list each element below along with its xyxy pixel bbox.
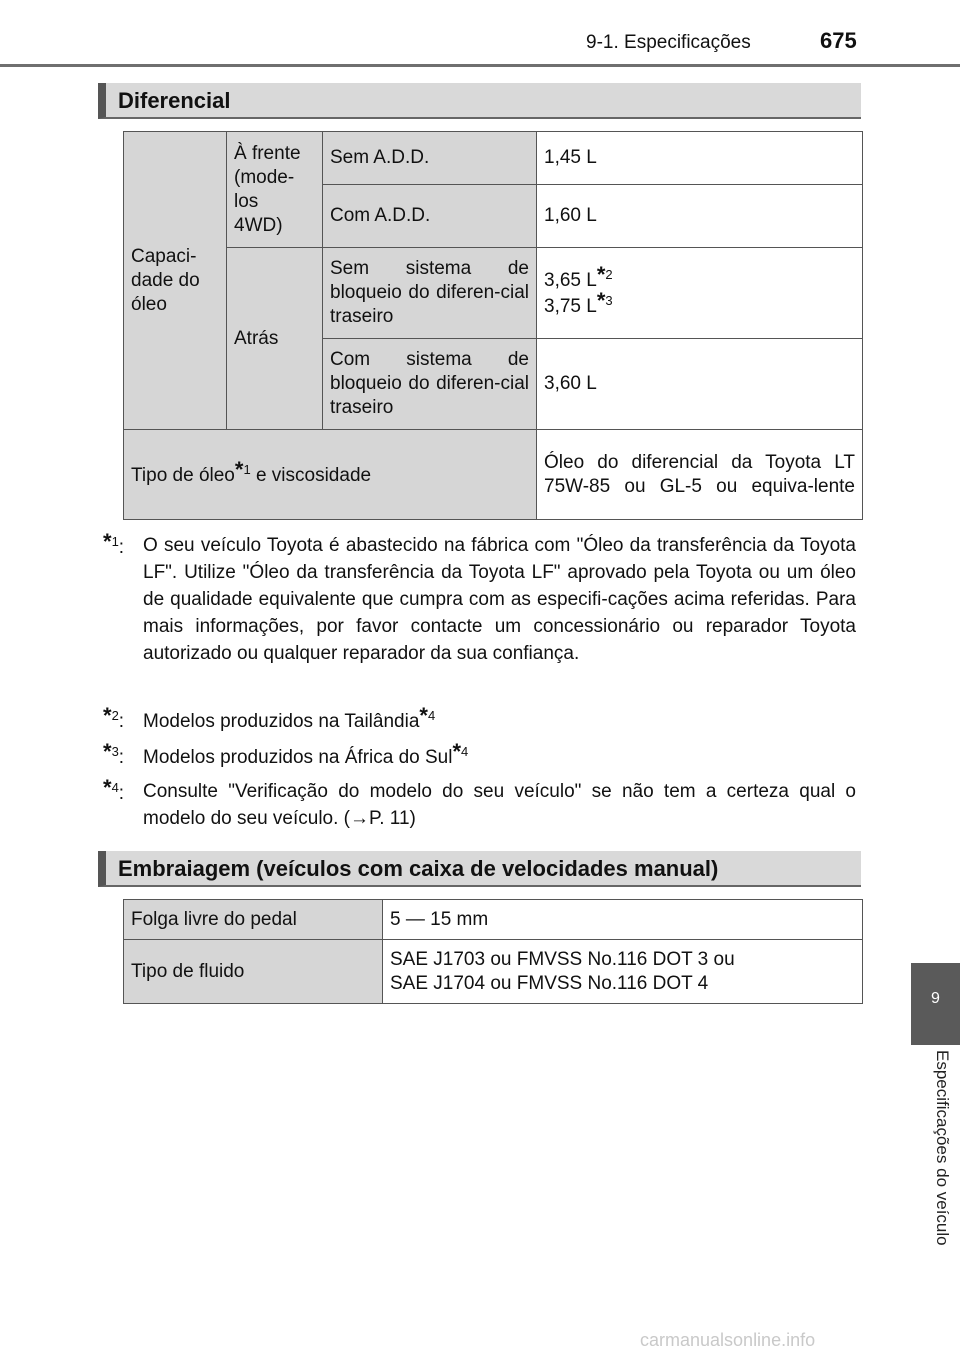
footnote-4 bbox=[103, 775, 856, 832]
value-a: 3,65 L bbox=[544, 270, 597, 291]
value-cell: 1,45 L bbox=[537, 132, 863, 185]
footnote-ref: 2 bbox=[605, 267, 613, 282]
section-heading-embraiagem bbox=[98, 851, 861, 887]
footnote-ref: 3 bbox=[605, 293, 613, 308]
footnote-star: * bbox=[234, 456, 244, 482]
oil-type-value: Óleo do diferencial da Toyota LT 75W-85 ou GL-5 ou equiva-lente bbox=[537, 430, 863, 520]
oil-type-label bbox=[124, 430, 537, 520]
section-title: 9-1. Especificações bbox=[586, 32, 751, 53]
footnote-star: * bbox=[596, 288, 606, 313]
section-heading-text: Embraiagem (veículos com caixa de velocidades manual) bbox=[118, 856, 719, 881]
type-cell: Com A.D.D. bbox=[323, 185, 537, 248]
footnote-2 bbox=[103, 703, 856, 735]
section-heading-diferencial bbox=[98, 83, 861, 119]
embraiagem-table bbox=[123, 899, 863, 1004]
footnote-text: O seu veículo Toyota é abastecido na fábrica com "Óleo da transferência da Toyota LF". Utilize "Óleo da transferência da Toyota LF" aprovado pela Toyota ou um óleo de qualidade equivalente que cumpra com as especifi-cações acima referidas. Para mais informações, por favor contacte um concessionário ou reparador Toyota autorizado ou qualquer reparador da sua confiança. bbox=[143, 535, 856, 664]
value-cell: 3,60 L bbox=[537, 339, 863, 430]
footnote-star: * bbox=[596, 262, 606, 287]
value-b: 3,75 L bbox=[544, 296, 597, 317]
watermark: carmanualsonline.info bbox=[640, 1330, 816, 1350]
footnote-3 bbox=[103, 739, 856, 771]
section-heading-text: Diferencial bbox=[118, 88, 231, 113]
label-cell: Folga livre do pedal bbox=[124, 900, 383, 940]
chapter-number: 9 bbox=[931, 990, 940, 1007]
oil-type-label-a: Tipo de óleo bbox=[131, 464, 235, 486]
type-cell: Sem A.D.D. bbox=[323, 132, 537, 185]
page-number: 675 bbox=[820, 28, 857, 53]
rear-label: Atrás bbox=[227, 248, 323, 430]
type-cell: Sem sistema de bloqueio do diferen-cial traseiro bbox=[323, 248, 537, 339]
capacity-label: Capaci- dade do óleo bbox=[124, 132, 227, 430]
value-b: SAE J1704 ou FMVSS No.116 DOT 4 bbox=[390, 972, 709, 994]
footnote-ref: 1 bbox=[243, 461, 251, 477]
label-cell: Tipo de fluido bbox=[124, 940, 383, 1004]
footnote-mark: *$^1$: bbox=[103, 529, 125, 558]
footnote-text: Consulte "Verificação do modelo do seu veículo" se não tem a certeza qual o modelo do seu veículo. (→P. 11) bbox=[143, 781, 856, 829]
footnote-mark: *$^4$: bbox=[103, 775, 125, 804]
header-rule bbox=[0, 64, 960, 67]
footnote-1 bbox=[103, 529, 856, 667]
footnote-mark: *$^3$: bbox=[103, 739, 125, 768]
value-cell: 5 — 15 mm bbox=[383, 900, 863, 940]
diferencial-table bbox=[123, 131, 863, 520]
footnote-text: Modelos produzidos na África do Sul*$^4$ bbox=[143, 739, 469, 768]
front-label: À frente (mode- los 4WD) bbox=[227, 132, 323, 248]
footnote-text: Modelos produzidos na Tailândia*$^4$ bbox=[143, 703, 436, 732]
type-cell: Com sistema de bloqueio do diferen-cial traseiro bbox=[323, 339, 537, 430]
value-cell bbox=[383, 940, 863, 1004]
oil-type-label-b: e viscosidade bbox=[250, 464, 372, 486]
chapter-label: Especificações do veículo bbox=[933, 1050, 952, 1246]
value-a: SAE J1703 ou FMVSS No.116 DOT 3 ou bbox=[390, 948, 735, 970]
value-cell: 1,60 L bbox=[537, 185, 863, 248]
footnote-mark: *$^2$: bbox=[103, 703, 125, 732]
value-cell bbox=[537, 248, 863, 339]
